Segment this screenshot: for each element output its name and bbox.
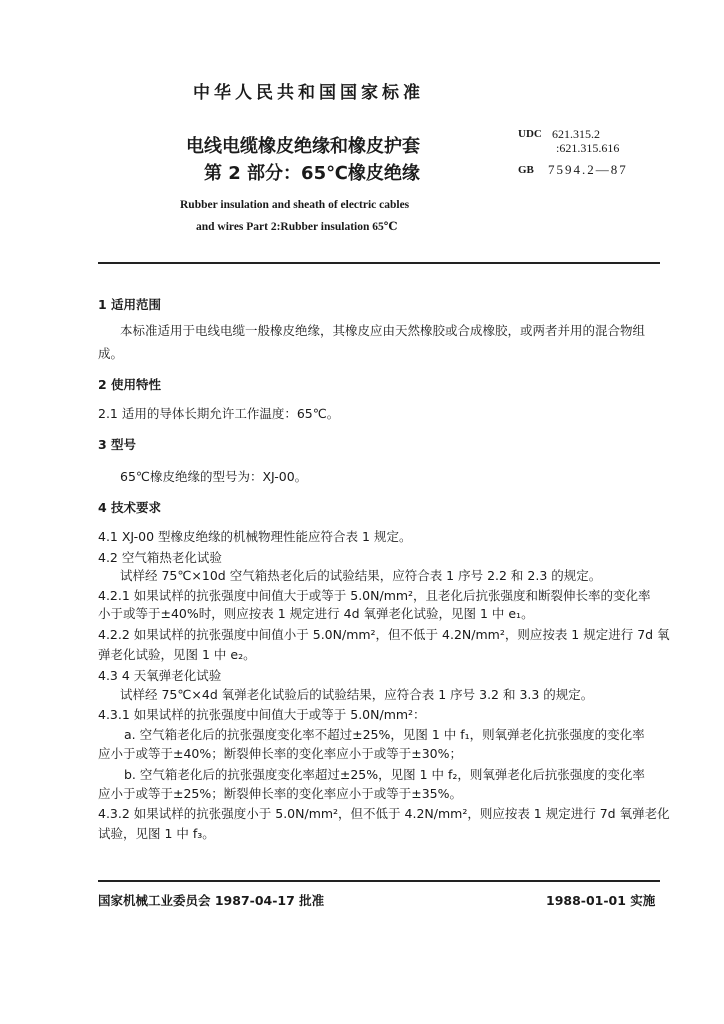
section-3-heading: 3 型号	[98, 437, 137, 452]
section-1-para-line2: 成。	[98, 346, 124, 361]
section-1-para-line1: 本标准适用于电线电缆一般橡皮绝缘，其橡皮应由天然橡胶或合成橡胶，或两者并用的混合物组	[120, 323, 646, 338]
section-3-para: 65℃橡皮绝缘的型号为：XJ-00。	[120, 469, 308, 484]
clause-4-3-2-line2: 试验，见图 1 中 f₃。	[98, 826, 215, 841]
header-divider	[98, 262, 660, 264]
title-cn-line1: 电线电缆橡皮绝缘和橡皮护套	[186, 136, 420, 157]
clause-4-2-1-line1: 4.2.1 如果试样的抗张强度中间值大于或等于 5.0N/mm²，且老化后抗张强度和断裂伸长率的变化率	[98, 588, 651, 603]
clause-4-3-1: 4.3.1 如果试样的抗张强度中间值大于或等于 5.0N/mm²：	[98, 707, 426, 722]
footer-divider	[98, 880, 660, 882]
udc-line1: 621.315.2	[552, 127, 600, 141]
clause-4-2-1-line2: 小于或等于±40%时，则应按表 1 规定进行 4d 氧弹老化试验，见图 1 中 e₁。	[98, 606, 534, 621]
clause-4-1: 4.1 XJ-00 型橡皮绝缘的机械物理性能应符合表 1 规定。	[98, 529, 412, 544]
section-4-heading: 4 技术要求	[98, 500, 162, 515]
clause-4-2: 4.2 空气箱热老化试验	[98, 550, 222, 565]
gb-number: 7594.2—87	[548, 162, 628, 177]
implementation-date: 1988-01-01 实施	[546, 893, 656, 908]
clause-4-3: 4.3 4 天氧弹老化试验	[98, 668, 222, 683]
title-en-line1: Rubber insulation and sheath of electric cables	[180, 199, 410, 211]
gb-label: GB	[518, 164, 534, 176]
clause-4-3-2-line1: 4.3.2 如果试样的抗张强度小于 5.0N/mm²，但不低于 4.2N/mm²，则应按表 1 规定进行 7d 氧弹老化	[98, 806, 670, 821]
clause-4-3-1-b-line1: b. 空气箱老化后的抗张强度变化率超过±25%，见图 1 中 f₂，则氧弹老化后抗张强度的变化率	[124, 767, 645, 782]
title-en-line2: and wires Part 2:Rubber insulation 65℃	[196, 221, 398, 233]
clause-4-3-1-a-line2: 应小于或等于±40%；断裂伸长率的变化率应小于或等于±30%；	[98, 746, 463, 761]
title-cn-line2: 第 2 部分：65℃橡皮绝缘	[204, 163, 420, 184]
udc-line2: :621.315.616	[556, 141, 620, 155]
section-1-heading: 1 适用范围	[98, 297, 162, 312]
approval-line: 国家机械工业委员会 1987-04-17 批准	[98, 893, 325, 908]
clause-4-2-para: 试样经 75℃×10d 空气箱热老化后的试验结果，应符合表 1 序号 2.2 和 2.3 的规定。	[120, 568, 602, 583]
clause-4-3-1-a-line1: a. 空气箱老化后的抗张强度变化率不超过±25%，见图 1 中 f₁，则氧弹老化抗张强度的变化率	[124, 727, 645, 742]
clause-4-2-2-line1: 4.2.2 如果试样的抗张强度中间值小于 5.0N/mm²，但不低于 4.2N/mm²，则应按表 1 规定进行 7d 氧	[98, 627, 670, 642]
clause-4-3-1-b-line2: 应小于或等于±25%；断裂伸长率的变化率应小于或等于±35%。	[98, 786, 463, 801]
clause-4-3-para: 试样经 75℃×4d 氧弹老化试验后的试验结果，应符合表 1 序号 3.2 和 3.3 的规定。	[120, 687, 594, 702]
udc-label: UDC	[518, 128, 542, 140]
clause-2-1: 2.1 适用的导体长期允许工作温度：65℃。	[98, 406, 340, 421]
section-2-heading: 2 使用特性	[98, 377, 162, 392]
org-title: 中华人民共和国国家标准	[193, 83, 424, 103]
clause-4-2-2-line2: 弹老化试验，见图 1 中 e₂。	[98, 647, 256, 662]
